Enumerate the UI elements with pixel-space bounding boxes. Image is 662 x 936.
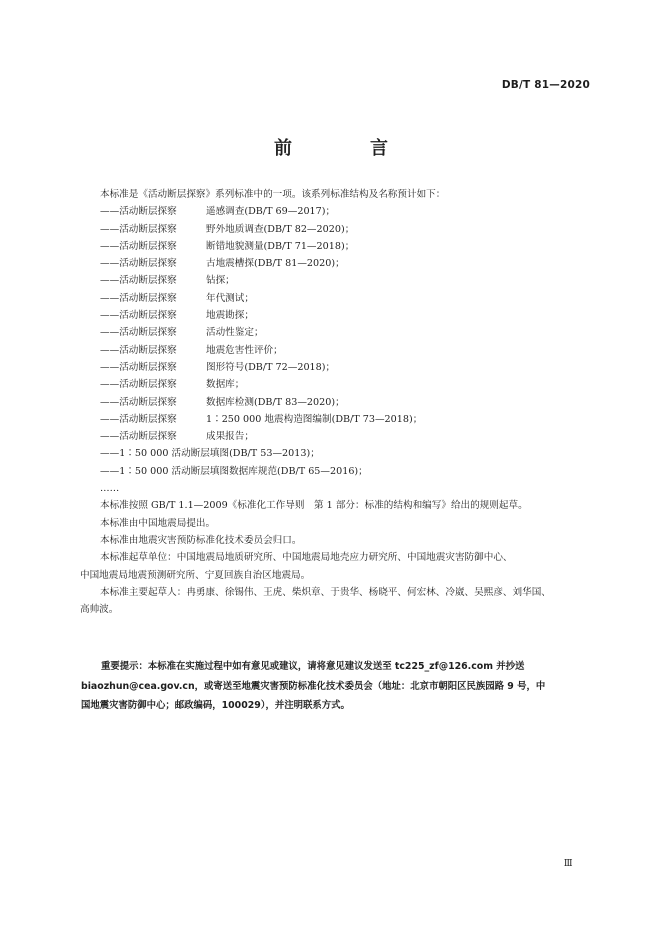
list-item-name: 年代测试； bbox=[206, 292, 254, 304]
list-item-name: 数据库； bbox=[206, 379, 245, 391]
page-title: 前 言 bbox=[274, 138, 418, 159]
document-code: DB/T 81—2020 bbox=[501, 79, 590, 91]
list-item bbox=[80, 342, 597, 359]
drafting-units-line1: 本标准起草单位：中国地震局地质研究所、中国地震局地壳应力研究所、中国地震灾害防御中心、 bbox=[100, 552, 513, 564]
list-item bbox=[80, 203, 597, 220]
list-item bbox=[80, 324, 597, 341]
list-item-part: ——活动断层探察 bbox=[100, 327, 177, 339]
list-item bbox=[80, 307, 597, 324]
series-list bbox=[80, 203, 597, 497]
list-item-part: ——活动断层探察 bbox=[100, 292, 177, 304]
list-item: ——1∶50 000 活动断层填图(DB/T 53—2013)； bbox=[100, 448, 320, 460]
list-item-part: ——活动断层探察 bbox=[100, 344, 177, 356]
drafting-units-line2: 中国地震局地震预测研究所、宁夏回族自治区地震局。 bbox=[80, 569, 311, 581]
notice-line1: 重要提示：本标准在实施过程中如有意见或建议，请将意见建议发送至 tc225_zf@126.com 并抄送 bbox=[101, 661, 525, 672]
committee-paragraph: 本标准由地震灾害预防标准化技术委员会归口。 bbox=[100, 534, 302, 546]
list-item-name: 遥感调查(DB/T 69—2017)； bbox=[206, 206, 336, 218]
list-item bbox=[80, 359, 597, 376]
important-notice bbox=[81, 657, 586, 716]
notice-line2: biaozhun@cea.gov.cn，或寄送至地震灾害预防标准化技术委员会（地址：北京市朝阳区民族园路 9 号，中 bbox=[81, 680, 546, 692]
list-item: ——1∶50 000 活动断层填图数据库规范(DB/T 65—2016)； bbox=[100, 465, 368, 477]
list-item-part: ——活动断层探察 bbox=[100, 206, 177, 218]
list-item-name: 数据库检测(DB/T 83—2020)； bbox=[206, 396, 345, 408]
drafters-line2: 高帅波。 bbox=[80, 604, 119, 616]
list-item-part: ——活动断层探察 bbox=[100, 396, 177, 408]
list-item-part: ——活动断层探察 bbox=[100, 240, 177, 252]
drafters-line1: 本标准主要起草人：冉勇康、徐锡伟、王虎、柴炽章、于贵华、杨晓平、何宏林、冷崴、吴熙彦、刘华国、 bbox=[100, 586, 551, 598]
list-item-name: 地震危害性评价； bbox=[206, 344, 283, 356]
list-item-part: ——活动断层探察 bbox=[100, 413, 177, 425]
drafting-rules-paragraph: 本标准按照 GB/T 1.1—2009《标准化工作导则 第 1 部分：标准的结构和编写》给出的规则起草。 bbox=[100, 500, 528, 512]
foreword-body bbox=[80, 186, 597, 618]
list-item-part: ——活动断层探察 bbox=[100, 310, 177, 322]
list-item bbox=[80, 290, 597, 307]
proposer-paragraph: 本标准由中国地震局提出。 bbox=[100, 517, 216, 529]
list-item-name: 钻探； bbox=[206, 275, 235, 287]
list-item bbox=[80, 238, 597, 255]
list-ellipsis: …… bbox=[100, 483, 120, 495]
intro-paragraph: 本标准是《活动断层探察》系列标准中的一项。该系列标准结构及名称预计如下： bbox=[100, 189, 446, 200]
list-item-name: 图形符号(DB/T 72—2018)； bbox=[206, 361, 336, 373]
page-number: Ⅲ bbox=[563, 859, 573, 869]
list-item-part: ——活动断层探察 bbox=[100, 379, 177, 391]
list-item bbox=[80, 255, 597, 272]
list-item bbox=[80, 272, 597, 289]
list-item-part: ——活动断层探察 bbox=[100, 361, 177, 373]
list-item-name: 成果报告； bbox=[206, 431, 254, 443]
list-item bbox=[80, 411, 597, 428]
list-item-name: 野外地质调查(DB/T 82—2020)； bbox=[206, 223, 355, 235]
list-item bbox=[80, 221, 597, 238]
list-item-name: 断错地貌测量(DB/T 71—2018)； bbox=[206, 240, 355, 252]
list-item-name: 古地震槽探(DB/T 81—2020)； bbox=[206, 258, 345, 270]
list-item-name: 1∶250 000 地震构造图编制(DB/T 73—2018)； bbox=[206, 413, 423, 425]
notice-line3: 国地震灾害防御中心；邮政编码，100029），并注明联系方式。 bbox=[81, 700, 350, 711]
list-item bbox=[80, 376, 597, 393]
list-item-part: ——活动断层探察 bbox=[100, 275, 177, 287]
list-item-part: ——活动断层探察 bbox=[100, 258, 177, 270]
list-item-name: 活动性鉴定； bbox=[206, 327, 264, 339]
list-item-part: ——活动断层探察 bbox=[100, 431, 177, 443]
list-item bbox=[80, 428, 597, 445]
list-item bbox=[80, 394, 597, 411]
list-item-name: 地震勘探； bbox=[206, 310, 254, 322]
list-item-part: ——活动断层探察 bbox=[100, 223, 177, 235]
